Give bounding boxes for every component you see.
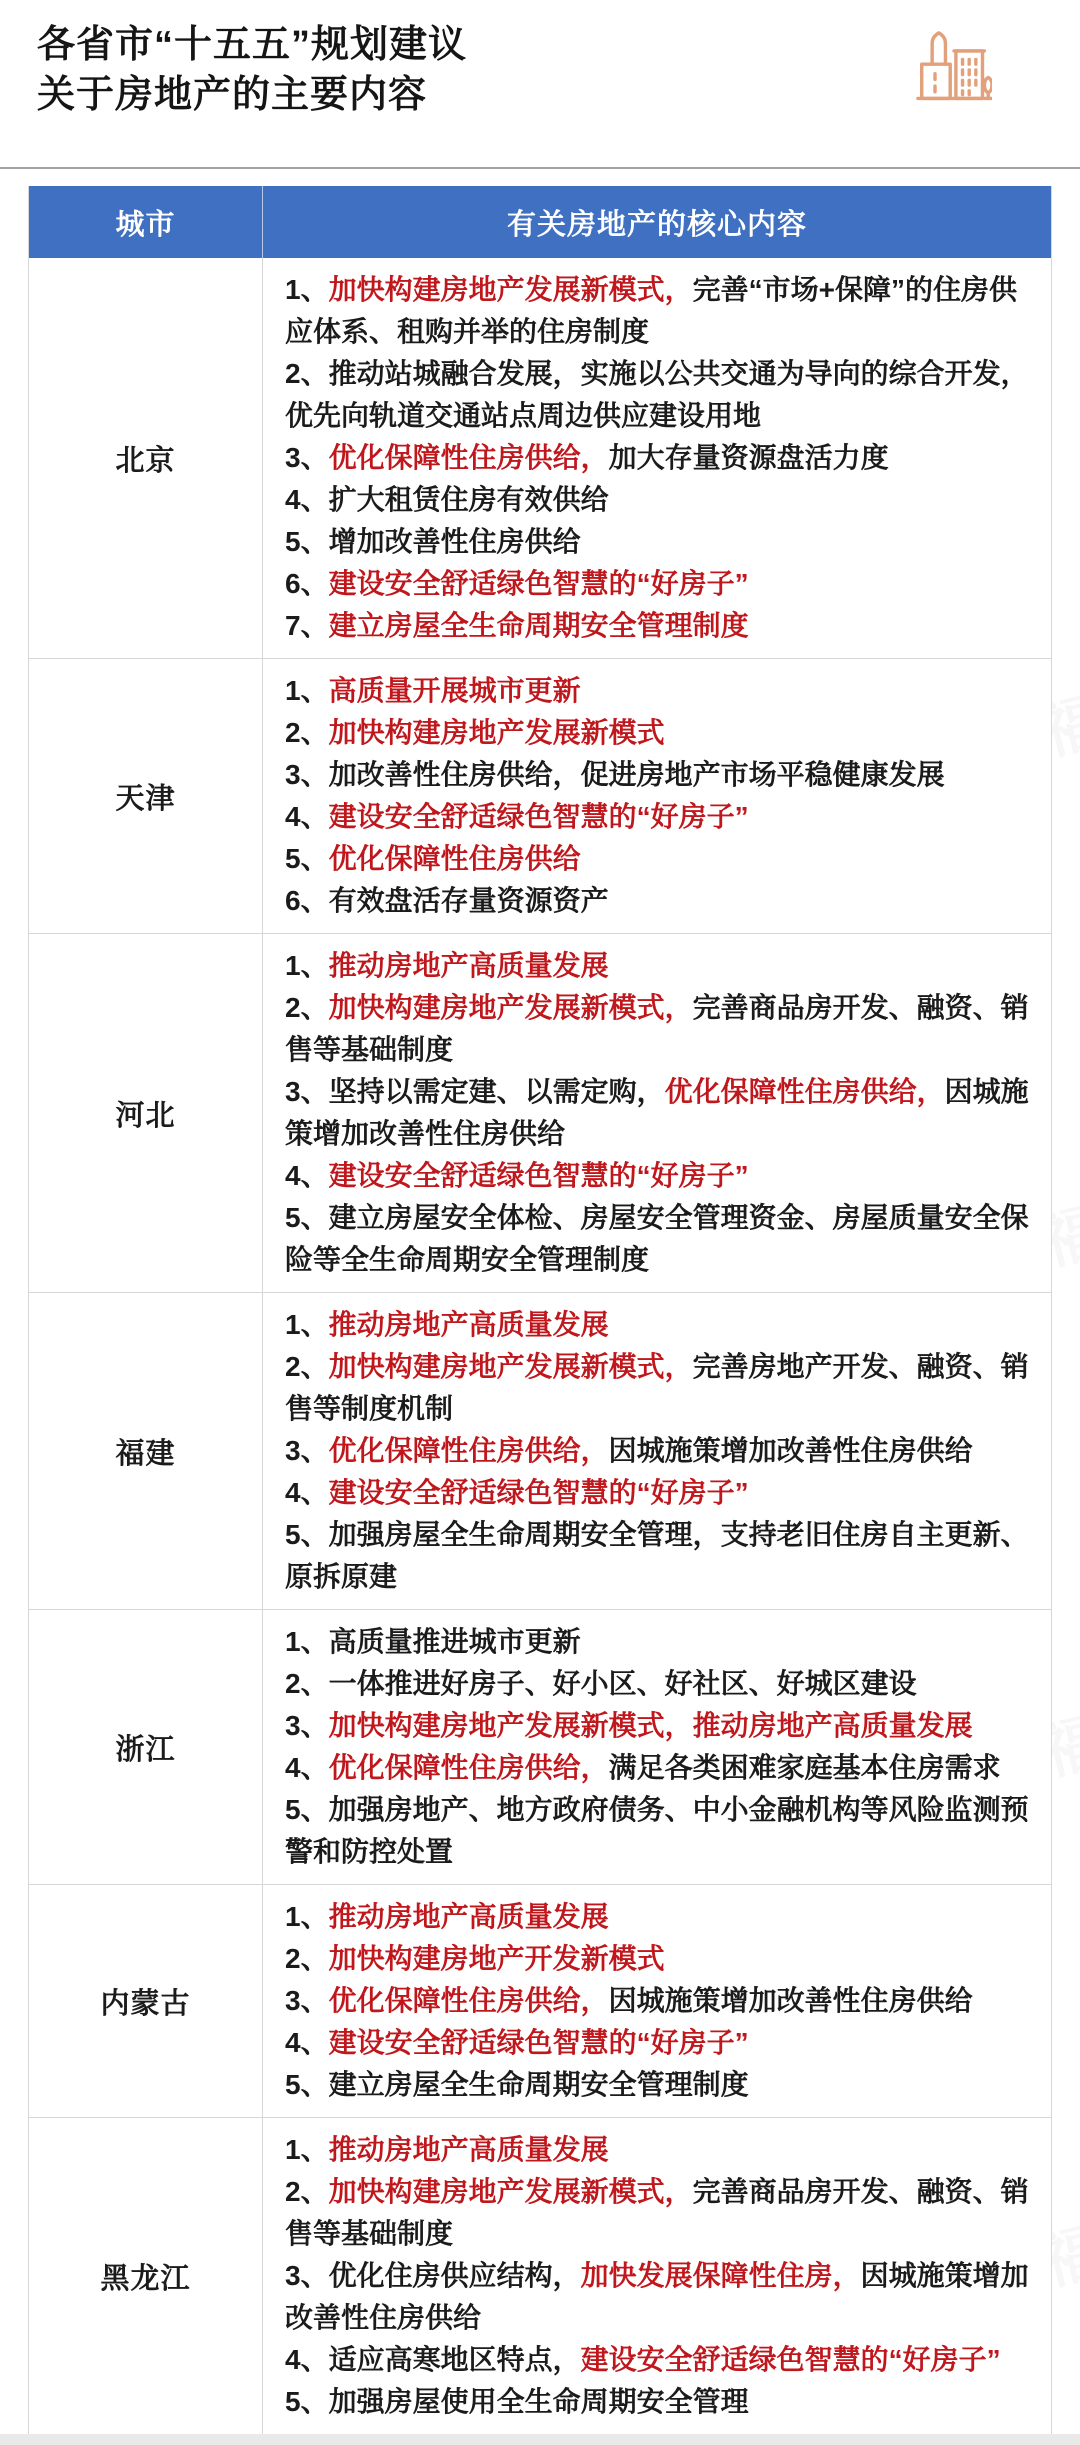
city-label: 黑龙江 — [100, 2262, 191, 2295]
content-item — [285, 945, 1037, 987]
table-body — [29, 258, 1051, 2434]
content-segment: 推动房地产高质量发展 — [328, 950, 609, 981]
city-cell — [29, 659, 263, 933]
content-segment: 4、适应高寒地区特点， — [285, 2344, 581, 2375]
city-label: 内蒙古 — [100, 1987, 191, 2020]
content-item — [285, 1197, 1037, 1281]
content-item — [285, 1896, 1037, 1938]
content-segment: 5、加强房屋使用全生命周期安全管理 — [285, 2386, 749, 2417]
content-segment: 加快构建房地产发展新模式， — [328, 274, 693, 305]
content-segment: 建设安全舒适绿色智慧的“好房子” — [580, 2344, 1001, 2375]
city-cell — [29, 1293, 263, 1609]
content-cell — [263, 1610, 1051, 1884]
table-row — [29, 1884, 1051, 2117]
content-item — [285, 1938, 1037, 1980]
content-item — [285, 838, 1037, 880]
content-segment: 高质量开展城市更新 — [328, 675, 581, 706]
content-segment: 4、扩大租赁住房有效供给 — [285, 484, 609, 515]
title-divider — [0, 167, 1080, 169]
content-segment: 3、加改善性住房供给，促进房地产市场平稳健康发展 — [285, 759, 945, 790]
content-cell — [263, 2118, 1051, 2434]
content-segment: 1、 — [285, 274, 329, 305]
content-item — [285, 521, 1037, 563]
content-segment: 优化保障性住房供给 — [328, 843, 581, 874]
content-segment: 6、 — [285, 568, 329, 599]
content-segment: 加快构建房地产发展新模式， — [328, 992, 693, 1023]
content-item — [285, 1514, 1037, 1598]
content-cell — [263, 1293, 1051, 1609]
content-item — [285, 2129, 1037, 2171]
content-segment: 加快发展保障性住房， — [580, 2260, 861, 2291]
content-segment: 建设安全舒适绿色智慧的“好房子” — [328, 1160, 749, 1191]
content-item — [285, 1980, 1037, 2022]
content-segment: 5、加强房地产、地方政府债务、中小金融机构等风险监测预警和防控处置 — [285, 1794, 1029, 1867]
content-item — [285, 754, 1037, 796]
content-segment: 优化保障性住房供给， — [664, 1076, 945, 1107]
city-cell — [29, 2118, 263, 2434]
content-segment: 4、 — [285, 1160, 329, 1191]
table-header-row — [29, 186, 1051, 258]
content-segment: 6、有效盘活存量资源资产 — [285, 885, 609, 916]
content-segment: 3、坚持以需定建、以需定购， — [285, 1076, 665, 1107]
content-segment: 2、一体推进好房子、好小区、好社区、好城区建设 — [285, 1668, 917, 1699]
content-item — [285, 712, 1037, 754]
content-segment: 4、 — [285, 1752, 329, 1783]
content-segment: 5、 — [285, 843, 329, 874]
content-segment: 2、 — [285, 992, 329, 1023]
content-segment: 完善商品房开发、融资、销售等基础制度 — [285, 992, 1029, 1065]
content-item — [285, 1155, 1037, 1197]
content-segment: 加快构建房地产开发新模式 — [328, 1943, 665, 1974]
content-item — [285, 2022, 1037, 2064]
content-cell — [263, 934, 1051, 1292]
content-segment: 推动房地产高质量发展 — [328, 1309, 609, 1340]
content-segment: 完善“市场+保障”的住房供应体系、租购并举的住房制度 — [285, 274, 1017, 347]
content-segment: 完善商品房开发、融资、销售等基础制度 — [285, 2176, 1029, 2249]
content-item — [285, 605, 1037, 647]
content-cell — [263, 659, 1051, 933]
city-cell — [29, 934, 263, 1292]
content-item — [285, 2064, 1037, 2106]
content-segment: 4、 — [285, 801, 329, 832]
content-cell — [263, 1885, 1051, 2117]
city-buildings-icon — [916, 28, 992, 108]
table-row — [29, 933, 1051, 1292]
content-item — [285, 1304, 1037, 1346]
content-item — [285, 1071, 1037, 1155]
content-item — [285, 269, 1037, 353]
content-segment: 推动房地产高质量发展 — [328, 2134, 609, 2165]
content-segment: 7、 — [285, 610, 329, 641]
content-segment: 5、增加改善性住房供给 — [285, 526, 581, 557]
content-segment: 优化保障性住房供给， — [328, 442, 609, 473]
city-cell — [29, 258, 263, 658]
content-segment: 加快构建房地产发展新模式， — [328, 2176, 693, 2207]
content-segment: 1、 — [285, 1901, 329, 1932]
content-item — [285, 2171, 1037, 2255]
content-segment: 3、 — [285, 442, 329, 473]
content-segment: 3、优化住房供应结构， — [285, 2260, 581, 2291]
content-item — [285, 353, 1037, 437]
content-segment: 5、加强房屋全生命周期安全管理，支持老旧住房自主更新、原拆原建 — [285, 1519, 1029, 1592]
city-label: 天津 — [115, 782, 176, 815]
content-segment: 2、 — [285, 1943, 329, 1974]
table-row — [29, 658, 1051, 933]
content-segment: 建设安全舒适绿色智慧的“好房子” — [328, 2027, 749, 2058]
content-segment: 3、 — [285, 1710, 329, 1741]
bottom-strip — [0, 2434, 1080, 2445]
content-item — [285, 987, 1037, 1071]
content-segment: 1、 — [285, 2134, 329, 2165]
content-segment: 2、 — [285, 717, 329, 748]
city-cell — [29, 1610, 263, 1884]
table-row — [29, 1609, 1051, 1884]
content-item — [285, 1705, 1037, 1747]
content-segment: 加快构建房地产发展新模式，推动房地产高质量发展 — [328, 1710, 973, 1741]
city-label: 浙江 — [115, 1733, 176, 1766]
city-cell — [29, 1885, 263, 2117]
content-item — [285, 670, 1037, 712]
content-segment: 完善房地产开发、融资、销售等制度机制 — [285, 1351, 1029, 1424]
policy-table — [28, 186, 1052, 2435]
city-label: 河北 — [115, 1099, 176, 1132]
content-item — [285, 2339, 1037, 2381]
page-title — [37, 20, 467, 120]
content-segment: 5、建立房屋全生命周期安全管理制度 — [285, 2069, 749, 2100]
content-segment: 加快构建房地产发展新模式 — [328, 717, 665, 748]
content-segment: 建设安全舒适绿色智慧的“好房子” — [328, 801, 749, 832]
content-item — [285, 1346, 1037, 1430]
table-row — [29, 258, 1051, 658]
content-segment: 优化保障性住房供给， — [328, 1752, 609, 1783]
content-segment: 优化保障性住房供给， — [328, 1435, 609, 1466]
content-item — [285, 796, 1037, 838]
content-segment: 因城施策增加改善性住房供给 — [608, 1435, 973, 1466]
content-segment: 2、推动站城融合发展，实施以公共交通为导向的综合开发，优先向轨道交通站点周边供应建设用地 — [285, 358, 1029, 431]
content-segment: 建设安全舒适绿色智慧的“好房子” — [328, 568, 749, 599]
content-segment: 1、 — [285, 675, 329, 706]
content-segment: 推动房地产高质量发展 — [328, 1901, 609, 1932]
content-segment: 优化保障性住房供给， — [328, 1985, 609, 2016]
content-cell — [263, 258, 1051, 658]
content-segment: 5、建立房屋安全体检、房屋安全管理资金、房屋质量安全保险等全生命周期安全管理制度 — [285, 1202, 1029, 1275]
content-item — [285, 880, 1037, 922]
content-segment: 加快构建房地产发展新模式， — [328, 1351, 693, 1382]
content-segment: 因城施策增加改善性住房供给 — [285, 2260, 1029, 2333]
content-segment: 建设安全舒适绿色智慧的“好房子” — [328, 1477, 749, 1508]
content-item — [285, 2381, 1037, 2423]
content-item — [285, 1430, 1037, 1472]
content-item — [285, 1663, 1037, 1705]
content-segment: 因城施策增加改善性住房供给 — [285, 1076, 1029, 1149]
content-item — [285, 437, 1037, 479]
content-item — [285, 2255, 1037, 2339]
content-item — [285, 1472, 1037, 1514]
content-segment: 2、 — [285, 2176, 329, 2207]
content-segment: 3、 — [285, 1435, 329, 1466]
content-segment: 4、 — [285, 2027, 329, 2058]
content-segment: 加大存量资源盘活力度 — [608, 442, 889, 473]
content-item — [285, 563, 1037, 605]
content-item — [285, 1789, 1037, 1873]
column-header-content: 有关房地产的核心内容 — [506, 208, 807, 241]
table-row — [29, 1292, 1051, 1609]
content-segment: 因城施策增加改善性住房供给 — [608, 1985, 973, 2016]
content-segment: 满足各类困难家庭基本住房需求 — [608, 1752, 1001, 1783]
content-segment: 1、 — [285, 950, 329, 981]
page-title-line1: 各省市“十五五”规划建议 — [37, 24, 468, 66]
city-label: 北京 — [115, 444, 176, 477]
table-row — [29, 2117, 1051, 2434]
content-segment: 1、 — [285, 1309, 329, 1340]
content-item — [285, 1747, 1037, 1789]
content-segment: 1、高质量推进城市更新 — [285, 1626, 581, 1657]
city-label: 福建 — [115, 1437, 176, 1470]
content-item — [285, 1621, 1037, 1663]
content-segment: 3、 — [285, 1985, 329, 2016]
column-header-city: 城市 — [29, 186, 263, 258]
content-segment: 建立房屋全生命周期安全管理制度 — [328, 610, 749, 641]
page-title-line2: 关于房地产的主要内容 — [37, 74, 428, 116]
content-item — [285, 479, 1037, 521]
content-segment: 4、 — [285, 1477, 329, 1508]
content-segment: 2、 — [285, 1351, 329, 1382]
